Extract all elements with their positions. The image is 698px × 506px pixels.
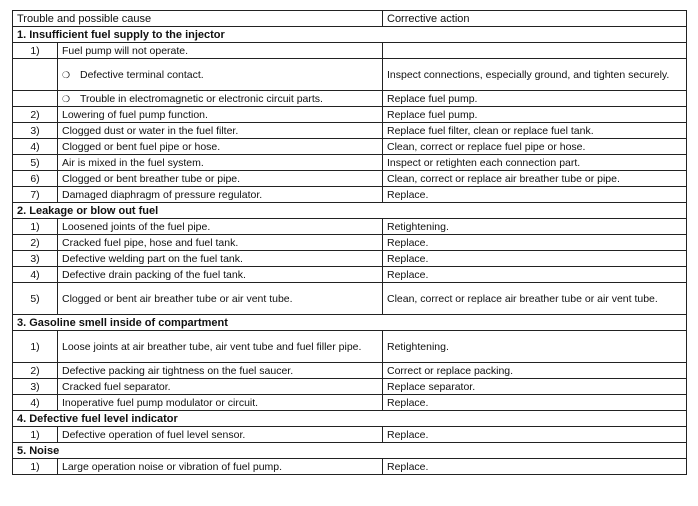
cause-cell xyxy=(58,363,383,379)
action-cell: Replace separator. xyxy=(383,379,687,395)
table-row xyxy=(13,219,687,235)
action-cell: Replace. xyxy=(383,459,687,475)
trouble-header: Trouble and possible cause xyxy=(13,11,383,27)
action-cell: Replace. xyxy=(383,267,687,283)
cause-cell xyxy=(58,235,383,251)
cause-text: Cracked fuel pipe, hose and fuel tank. xyxy=(62,236,239,249)
bullet-circle-icon: ❍ xyxy=(62,69,71,80)
action-cell: Replace. xyxy=(383,427,687,443)
item-number: 3) xyxy=(13,379,58,395)
item-number xyxy=(13,59,58,91)
cause-text: Defective terminal contact. xyxy=(80,68,204,81)
table-row xyxy=(13,59,687,91)
cause-cell xyxy=(58,155,383,171)
cause-text: Defective operation of fuel level sensor. xyxy=(62,428,246,441)
item-number: 7) xyxy=(13,187,58,203)
item-number: 5) xyxy=(13,283,58,315)
cause-text: Inoperative fuel pump modulator or circuit. xyxy=(62,396,259,409)
table-row xyxy=(13,91,687,107)
section-header-row xyxy=(13,203,687,219)
cause-text: Trouble in electromagnetic or electronic circuit parts. xyxy=(80,92,323,105)
section-title: 3. Gasoline smell inside of compartment xyxy=(13,315,687,331)
action-cell: Retightening. xyxy=(383,219,687,235)
table-row xyxy=(13,187,687,203)
section-title: 2. Leakage or blow out fuel xyxy=(13,203,687,219)
cause-cell xyxy=(58,187,383,203)
action-cell: Replace. xyxy=(383,395,687,411)
cause-text: Air is mixed in the fuel system. xyxy=(62,156,204,169)
section-title: 5. Noise xyxy=(13,443,687,459)
cause-text: Clogged or bent fuel pipe or hose. xyxy=(62,140,221,153)
item-number: 1) xyxy=(13,43,58,59)
cause-text: Clogged or bent air breather tube or air vent tube. xyxy=(62,292,293,305)
bullet-circle-icon: ❍ xyxy=(62,93,71,104)
troubleshooting-sheet xyxy=(12,10,686,475)
cause-cell xyxy=(58,427,383,443)
item-number: 4) xyxy=(13,267,58,283)
item-number: 3) xyxy=(13,251,58,267)
cause-cell xyxy=(58,139,383,155)
item-number: 6) xyxy=(13,171,58,187)
cause-text: Large operation noise or vibration of fuel pump. xyxy=(62,460,283,473)
action-cell: Correct or replace packing. xyxy=(383,363,687,379)
section-header-row xyxy=(13,27,687,43)
cause-cell xyxy=(58,59,383,91)
cause-cell xyxy=(58,43,383,59)
cause-cell xyxy=(58,395,383,411)
action-cell: Replace fuel pump. xyxy=(383,91,687,107)
item-number: 5) xyxy=(13,155,58,171)
section-title: 4. Defective fuel level indicator xyxy=(13,411,687,427)
cause-cell xyxy=(58,331,383,363)
table-row xyxy=(13,459,687,475)
table-row xyxy=(13,123,687,139)
table-row xyxy=(13,171,687,187)
table-row xyxy=(13,107,687,123)
cause-text: Fuel pump will not operate. xyxy=(62,44,189,57)
action-cell xyxy=(383,43,687,59)
table-row xyxy=(13,395,687,411)
item-number: 2) xyxy=(13,363,58,379)
action-cell: Replace. xyxy=(383,187,687,203)
action-cell: Inspect or retighten each connection part. xyxy=(383,155,687,171)
cause-text: Defective welding part on the fuel tank. xyxy=(62,252,243,265)
cause-text: Cracked fuel separator. xyxy=(62,380,171,393)
action-cell: Replace. xyxy=(383,235,687,251)
cause-text: Clogged dust or water in the fuel filter. xyxy=(62,124,239,137)
item-number: 2) xyxy=(13,235,58,251)
item-number: 1) xyxy=(13,219,58,235)
table-row xyxy=(13,363,687,379)
section-header-row xyxy=(13,315,687,331)
action-cell: Replace fuel filter, clean or replace fuel tank. xyxy=(383,123,687,139)
table-row xyxy=(13,283,687,315)
item-number: 3) xyxy=(13,123,58,139)
cause-cell xyxy=(58,267,383,283)
item-number: 2) xyxy=(13,107,58,123)
action-cell: Inspect connections, especially ground, and tighten securely. xyxy=(383,59,687,91)
item-number xyxy=(13,91,58,107)
cause-cell xyxy=(58,107,383,123)
header-row xyxy=(13,11,687,27)
cause-cell xyxy=(58,123,383,139)
section-title: 1. Insufficient fuel supply to the injector xyxy=(13,27,687,43)
action-cell: Replace. xyxy=(383,251,687,267)
cause-text: Loose joints at air breather tube, air vent tube and fuel filler pipe. xyxy=(62,340,362,353)
section-header-row xyxy=(13,443,687,459)
cause-text: Clogged or bent breather tube or pipe. xyxy=(62,172,241,185)
cause-cell xyxy=(58,91,383,107)
cause-cell xyxy=(58,251,383,267)
cause-text: Loosened joints of the fuel pipe. xyxy=(62,220,211,233)
item-number: 1) xyxy=(13,427,58,443)
table-row xyxy=(13,379,687,395)
table-row xyxy=(13,251,687,267)
cause-cell xyxy=(58,171,383,187)
cause-cell xyxy=(58,219,383,235)
action-cell: Retightening. xyxy=(383,331,687,363)
table-body xyxy=(13,11,687,475)
table-row xyxy=(13,139,687,155)
action-cell: Clean, correct or replace air breather tube or air vent tube. xyxy=(383,283,687,315)
item-number: 4) xyxy=(13,139,58,155)
action-header: Corrective action xyxy=(383,11,687,27)
table-row xyxy=(13,43,687,59)
action-cell: Clean, correct or replace fuel pipe or hose. xyxy=(383,139,687,155)
table-row xyxy=(13,267,687,283)
item-number: 1) xyxy=(13,459,58,475)
table-row xyxy=(13,155,687,171)
troubleshooting-table xyxy=(12,10,687,475)
cause-cell xyxy=(58,459,383,475)
cause-text: Defective drain packing of the fuel tank. xyxy=(62,268,246,281)
item-number: 4) xyxy=(13,395,58,411)
table-row xyxy=(13,235,687,251)
item-number: 1) xyxy=(13,331,58,363)
table-row xyxy=(13,427,687,443)
action-cell: Clean, correct or replace air breather tube or pipe. xyxy=(383,171,687,187)
cause-text: Damaged diaphragm of pressure regulator. xyxy=(62,188,263,201)
cause-text: Defective packing air tightness on the fuel saucer. xyxy=(62,364,294,377)
cause-cell xyxy=(58,283,383,315)
section-header-row xyxy=(13,411,687,427)
table-row xyxy=(13,331,687,363)
action-cell: Replace fuel pump. xyxy=(383,107,687,123)
cause-text: Lowering of fuel pump function. xyxy=(62,108,208,121)
cause-cell xyxy=(58,379,383,395)
